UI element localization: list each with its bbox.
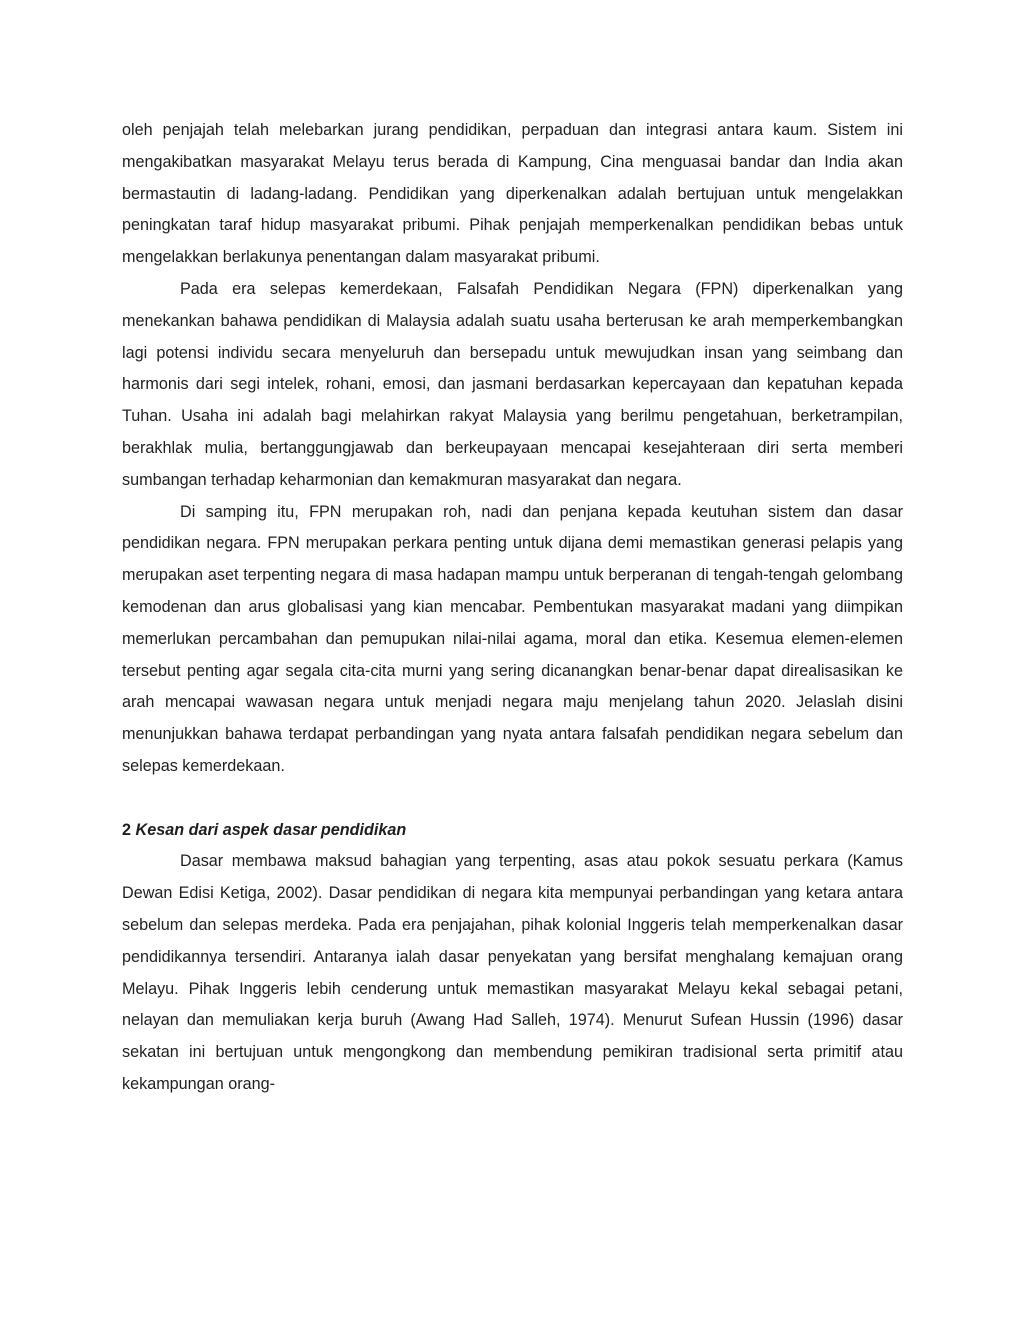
paragraph-continuation: oleh penjajah telah melebarkan jurang pendidikan, perpaduan dan integrasi antara kaum. Sistem ini mengakibatkan masyarakat Melayu terus berada di Kampung, Cina menguasai bandar dan India akan bermastautin di ladang-ladang. Pendidikan yang diperkenalkan adalah bertujuan untuk mengelakkan peningkatan taraf hidup masyarakat pribumi. Pihak penjajah memperkenalkan pendidikan bebas untuk mengelakkan berlakunya penentangan dalam masyarakat pribumi. — [122, 121, 903, 267]
paragraph-fpn-introduction: Pada era selepas kemerdekaan, Falsafah Pendidikan Negara (FPN) diperkenalkan yang menekankan bahawa pendidikan di Malaysia adalah suatu usaha berterusan ke arah memperkembangkan lagi potensi individu secara menyeluruh dan bersepadu untuk mewujudkan insan yang seimbang dan harmonis dari segi intelek, rohani, emosi, dan jasmani berdasarkan kepercayaan dan kepatuhan kepada Tuhan. Usaha ini adalah bagi melahirkan rakyat Malaysia yang berilmu pengetahuan, berketrampilan, berakhlak mulia, bertanggungjawab dan berkeupayaan mencapai kesejahteraan diri serta memberi sumbangan terhadap keharmonian dan kemakmuran masyarakat dan negara. — [122, 279, 903, 489]
paragraph-fpn-importance: Di samping itu, FPN merupakan roh, nadi dan penjana kepada keutuhan sistem dan dasar pendidikan negara. FPN merupakan perkara penting untuk dijana demi memastikan generasi pelapis yang merupakan aset terpenting negara di masa hadapan mampu untuk berperanan di tengah-tengah gelombang kemodenan dan arus globalisasi yang kian mencabar. Pembentukan masyarakat madani yang diimpikan memerlukan percambahan dan pemupukan nilai-nilai agama, moral dan etika. Kesemua elemen-elemen tersebut penting agar segala cita-cita murni yang sering dicanangkan benar-benar dapat direalisasikan ke arah mencapai wawasan negara untuk menjadi negara maju menjelang tahun 2020. Jelaslah disini menunjukkan bahawa terdapat perbandingan yang nyata antara falsafah pendidikan negara sebelum dan selepas kemerdekaan. — [122, 502, 903, 775]
document-body — [122, 115, 903, 1101]
section-number: 2 — [122, 820, 132, 839]
paragraph-dasar-pendidikan: Dasar membawa maksud bahagian yang terpenting, asas atau pokok sesuatu perkara (Kamus Dewan Edisi Ketiga, 2002). Dasar pendidikan di negara kita mempunyai perbandingan yang ketara antara sebelum dan selepas merdeka. Pada era penjajahan, pihak kolonial Inggeris telah memperkenalkan dasar pendidikannya tersendiri. Antaranya ialah dasar penyekatan yang bersifat menghalang kemajuan orang Melayu. Pihak Inggeris lebih cenderung untuk memastikan masyarakat Melayu kekal sebagai petani, nelayan dan memuliakan kerja buruh (Awang Had Salleh, 1974). Menurut Sufean Hussin (1996) dasar sekatan ini bertujuan untuk mengongkong dan membendung pemikiran tradisional serta primitif atau kekampungan orang- — [122, 852, 903, 1093]
section-spacer — [122, 783, 903, 815]
section-heading — [122, 815, 903, 847]
section-title: Kesan dari aspek dasar pendidikan — [135, 820, 407, 839]
